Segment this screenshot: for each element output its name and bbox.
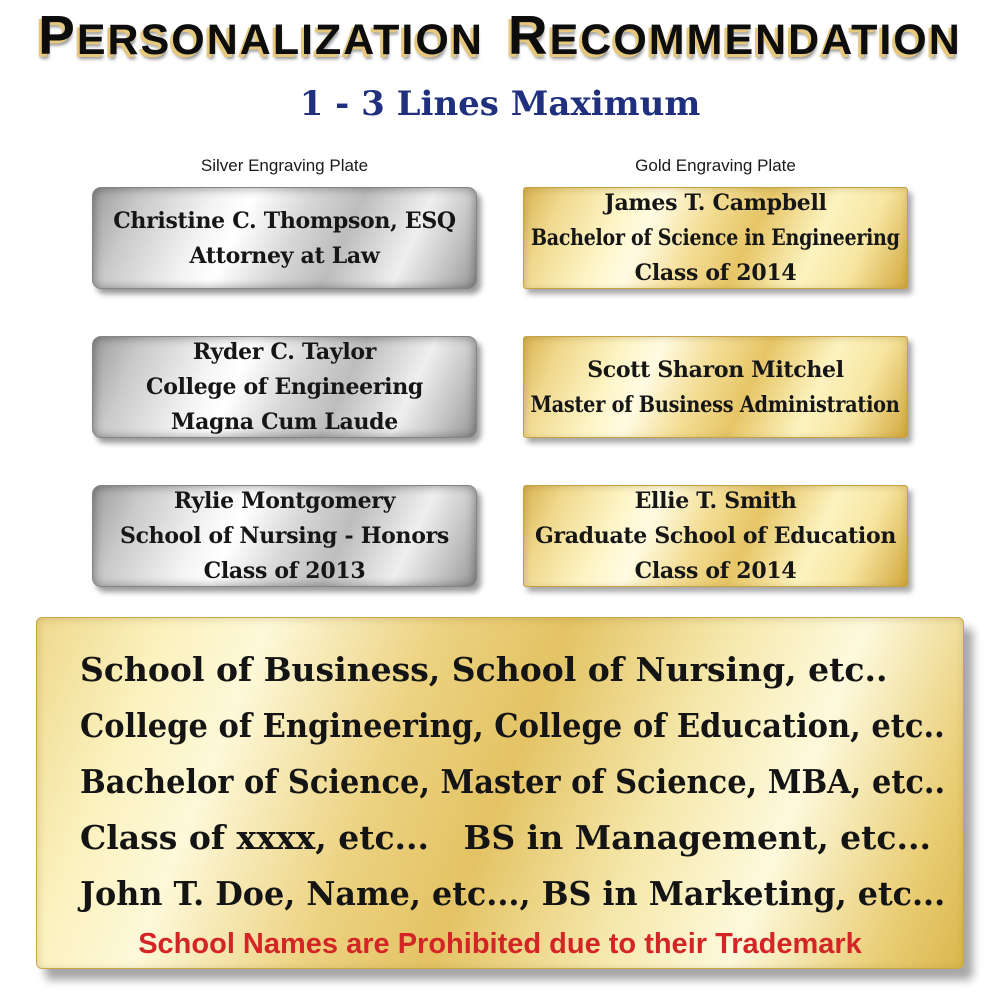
title-word-personalization <box>38 6 484 72</box>
silver-plate-1 <box>92 187 477 289</box>
engraving-line: College of Engineering <box>146 374 423 400</box>
engraving-example-text: John T. Doe, Name, etc..., BS in Marketing, etc... <box>80 874 946 913</box>
trademark-warning: School Names are Prohibited due to their Trademark <box>138 928 862 960</box>
engraving-line: Class of 2014 <box>634 260 797 286</box>
engraving-line: Ryder C. Taylor <box>192 339 377 365</box>
engraving-line: Ellie T. Smith <box>634 488 797 514</box>
engraving-example-text: Class of xxxx, etc... BS in Management, etc... <box>80 818 931 857</box>
engraving-line: Bachelor of Science in Engineering <box>531 225 900 251</box>
silver-plate-3 <box>92 485 477 587</box>
engraving-example-text: Bachelor of Science, Master of Science, MBA, etc.. <box>80 762 946 801</box>
gold-column <box>523 156 908 587</box>
engraving-example-line <box>37 810 963 866</box>
engraving-example-text: College of Engineering, College of Education, etc.. <box>80 706 945 745</box>
engraving-line: School of Nursing - Honors <box>119 523 449 549</box>
engraving-example-line <box>37 698 963 754</box>
silver-plate-2 <box>92 336 477 438</box>
lines-maximum-subtitle: 1 - 3 Lines Maximum <box>299 84 701 124</box>
title-rest: ERSONALIZATION <box>76 16 484 64</box>
gold-plate-3 <box>523 485 908 587</box>
title-word-recommendation <box>508 6 962 72</box>
engraving-example-text: School of Business, School of Nursing, etc.. <box>80 650 888 689</box>
engraving-line: Rylie Montgomery <box>173 488 396 514</box>
title-rest: ECOMMENDATION <box>549 16 962 64</box>
gold-plate-1 <box>523 187 908 289</box>
gold-plate-2 <box>523 336 908 438</box>
title-initial: R <box>507 4 550 66</box>
gold-column-label: Gold Engraving Plate <box>635 156 796 175</box>
bottom-gold-plate <box>36 617 964 969</box>
engraving-line: James T. Campbell <box>604 190 827 216</box>
engraving-line: Class of 2014 <box>634 558 797 584</box>
engraving-line: Scott Sharon Mitchel <box>587 356 844 383</box>
engraving-example-line <box>37 866 963 922</box>
engraving-example-line <box>37 642 963 698</box>
page-title <box>0 6 1000 72</box>
engraving-line: Christine C. Thompson, ESQ <box>113 207 456 234</box>
engraving-example-line <box>37 754 963 810</box>
title-initial: P <box>38 4 77 66</box>
engraving-line: Master of Business Administration <box>530 391 901 418</box>
engraving-line: Attorney at Law <box>189 242 380 269</box>
engraving-line: Graduate School of Education <box>534 523 897 549</box>
sample-plate-columns <box>0 156 1000 587</box>
engraving-line: Class of 2013 <box>203 558 366 584</box>
engraving-line: Magna Cum Laude <box>171 409 398 435</box>
silver-column-label: Silver Engraving Plate <box>200 156 369 175</box>
silver-column <box>92 156 477 587</box>
